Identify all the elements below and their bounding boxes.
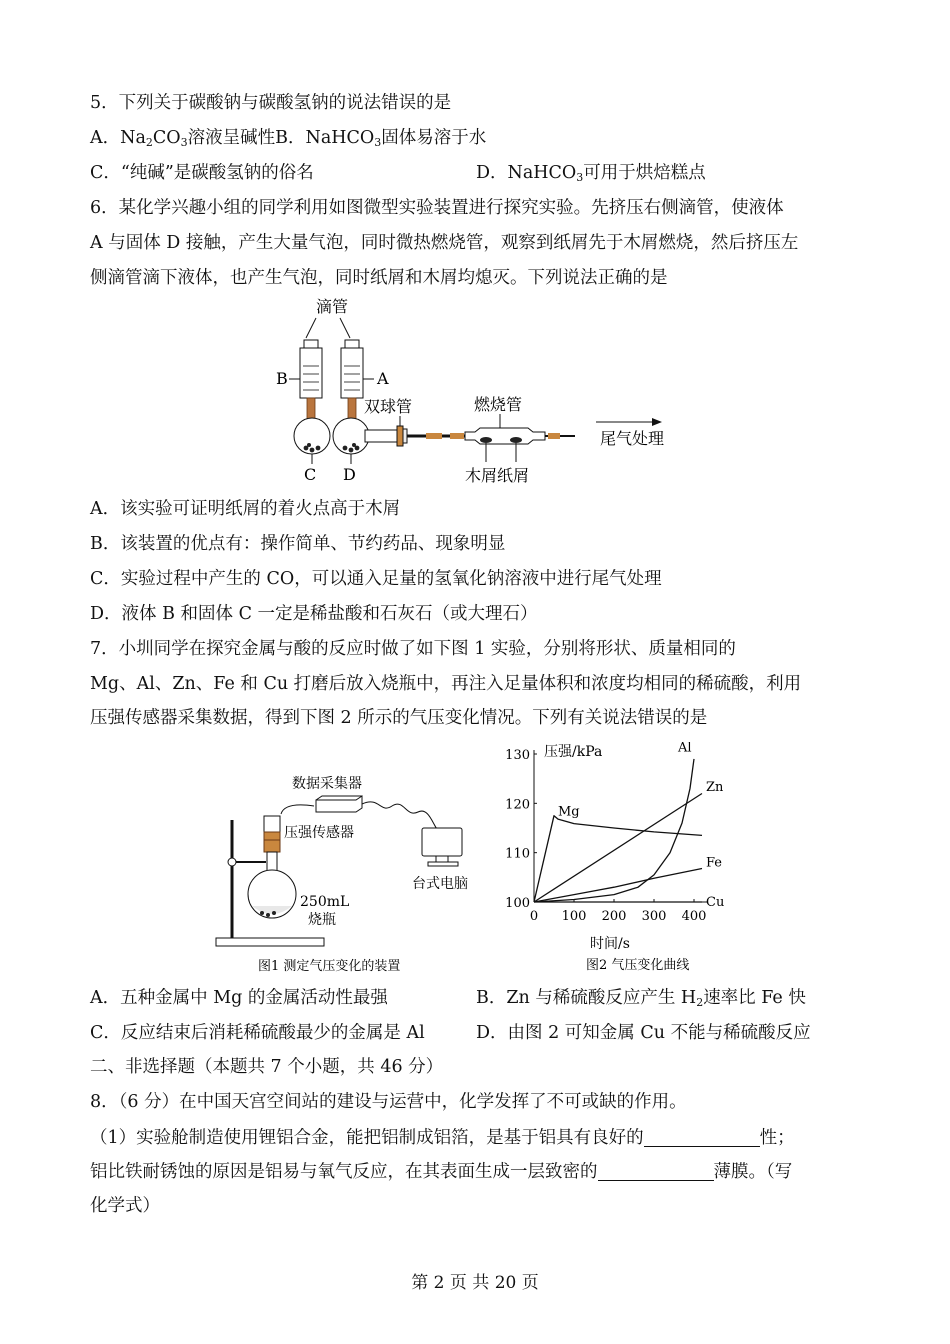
- flask-label: 烧瓶: [308, 912, 336, 928]
- chart-axes: [534, 750, 708, 902]
- x-tick-label: 200: [601, 909, 627, 924]
- q6-stem-2: A 与固体 D 接触，产生大量气泡，同时微热燃烧管，观察到纸屑先于木屑燃烧，然后挤压左: [90, 233, 799, 253]
- series-label-fe: Fe: [706, 855, 723, 871]
- y-tick-label: 130: [505, 748, 530, 763]
- wood-paper-label: 木屑纸屑: [465, 466, 530, 485]
- q6-option-d: D．液体 B 和固体 C 一定是稀盐酸和石灰石（或大理石）: [90, 604, 538, 624]
- answer-blank-1[interactable]: [644, 1128, 760, 1147]
- sensor-cable: [281, 805, 314, 814]
- double-bulb-label: 双球管: [364, 397, 413, 416]
- dropper-leader-right: [340, 318, 350, 338]
- collector-label: 数据采集器: [292, 776, 362, 792]
- computer-monitor: [422, 828, 462, 856]
- page-footer: 第 2 页 共 20 页: [411, 1273, 539, 1293]
- q8-part-1-line-2: [90, 1160, 792, 1184]
- q5-opt-d-text: D．NaHCO: [476, 163, 577, 183]
- q5-stem: 5．下列关于碳酸钠与碳酸氢钠的说法错误的是: [90, 93, 452, 113]
- q5-opt-b-end: 固体易溶于水: [381, 128, 487, 148]
- q5-opt-b-text: 溶液呈碱性B．NaHCO: [187, 128, 375, 148]
- subscript: 3: [180, 136, 188, 149]
- label-d: D: [343, 465, 356, 484]
- y-axis-label: 压强/kPa: [544, 744, 603, 760]
- q6-option-a: A．该实验可证明纸屑的着火点高于木屑: [90, 499, 401, 519]
- x-tick-label: 300: [641, 909, 667, 924]
- rubber-connector-1: [426, 433, 442, 439]
- series-label-zn: Zn: [706, 780, 724, 795]
- subscript: 3: [576, 171, 584, 184]
- data-collector-box: [316, 796, 362, 812]
- paper-scraps: [510, 437, 522, 443]
- combustion-tube: [465, 428, 545, 444]
- dropper-b-connector: [307, 398, 315, 420]
- subscript: 2: [696, 996, 704, 1009]
- q7-figure-1: [210, 760, 480, 980]
- q6-option-b: B．该装置的优点有：操作简单、节约药品、现象明显: [90, 534, 506, 554]
- fig1-caption: 图1 测定气压变化的装置: [258, 959, 401, 974]
- dropper-label: 滴管: [316, 297, 349, 316]
- label-a: A: [377, 369, 389, 388]
- exhaust-label: 尾气处理: [600, 429, 665, 448]
- q7-stem-2: Mg、Al、Zn、Fe 和 Cu 打磨后放入烧瓶中，再注入足量体积和浓度均相同的稀硫酸，利用: [90, 674, 802, 694]
- sensor-label: 压强传感器: [284, 825, 354, 841]
- series-label-cu: Cu: [706, 894, 725, 910]
- q5-opt-a-text: A．Na: [90, 128, 146, 148]
- clamp-knob: [228, 858, 236, 866]
- q7-stem-3: 压强传感器采集数据，得到下图 2 所示的气压变化情况。下列有关说法错误的是: [90, 708, 708, 728]
- dropper-b-top: [304, 340, 318, 348]
- rubber-stopper: [264, 832, 280, 852]
- q7-option-d: D．由图 2 可知金属 Cu 不能与稀硫酸反应: [476, 1023, 811, 1043]
- section-2-heading: 二、非选择题（本题共 7 个小题，共 46 分）: [90, 1057, 444, 1077]
- q5-options-ab: [90, 126, 486, 155]
- q8-p1-end: 性；: [759, 1128, 795, 1148]
- x-tick-label: 100: [561, 909, 587, 924]
- q6-stem-1: 6．某化学兴趣小组的同学利用如图微型实验装置进行探究实验。先挤压右侧滴管，使液体: [90, 198, 784, 218]
- fig2-caption: 图2 气压变化曲线: [586, 958, 690, 973]
- y-tick-label: 100: [505, 896, 530, 911]
- q7-opt-b-text: B．Zn 与稀硫酸反应产生 H: [476, 988, 697, 1008]
- series-label-mg: Mg: [558, 804, 580, 820]
- stopper-right: [403, 429, 407, 443]
- q8-p2-end: 薄膜。（写: [713, 1162, 793, 1182]
- q7-option-c: C．反应结束后消耗稀硫酸最少的金属是 Al: [90, 1023, 425, 1043]
- answer-blank-2[interactable]: [598, 1162, 714, 1181]
- combustion-tube-label: 燃烧管: [474, 395, 523, 414]
- label-b: B: [276, 369, 288, 388]
- q8-part-1: [90, 1126, 795, 1150]
- series-line-mg: [534, 816, 702, 902]
- y-tick-label: 110: [505, 846, 530, 862]
- chart-series: [534, 759, 702, 902]
- rubber-connector-2: [450, 433, 464, 439]
- series-label-al: Al: [678, 742, 692, 756]
- q8-p1-text: （1）实验舱制造使用锂铝合金，能把铝制成铝箔，是基于铝具有良好的: [90, 1128, 644, 1148]
- arrow-head-icon: [652, 418, 662, 426]
- q5-option-d: [476, 161, 706, 190]
- dropper-a-top: [345, 340, 359, 348]
- computer-neck: [436, 856, 448, 862]
- subscript: 2: [145, 136, 153, 149]
- computer-cable: [362, 802, 440, 832]
- x-tick-label: 0: [529, 909, 539, 924]
- q5-option-c: C．“纯碱”是碳酸氢钠的俗名: [90, 163, 314, 183]
- pressure-sensor: [264, 816, 280, 832]
- computer-label: 台式电脑: [412, 876, 468, 892]
- q7-option-b: [476, 986, 806, 1015]
- data-collector-top: [316, 796, 362, 800]
- q6-apparatus-figure: [260, 290, 700, 490]
- stopper-left: [397, 426, 403, 446]
- stand-base: [216, 938, 324, 946]
- q5-opt-a-text2: CO: [152, 128, 181, 148]
- q7-figure-2-chart: [490, 742, 750, 980]
- dropper-leader-left: [306, 318, 316, 338]
- double-bulb-neck: [365, 430, 399, 442]
- q7-opt-b-end: 速率比 Fe 快: [703, 988, 806, 1008]
- q7-option-a: A．五种金属中 Mg 的金属活动性最强: [90, 988, 388, 1008]
- q6-option-c: C．实验过程中产生的 CO，可以通入足量的氢氧化钠溶液中进行尾气处理: [90, 569, 662, 589]
- q7-stem-1: 7．小圳同学在探究金属与酸的反应时做了如下图 1 实验，分别将形状、质量相同的: [90, 639, 736, 659]
- subscript: 3: [374, 136, 382, 149]
- x-tick-label: 400: [681, 909, 707, 924]
- q8-part-1-line-3: 化学式）: [90, 1196, 160, 1216]
- q8-p2-text: 铝比铁耐锈蚀的原因是铝易与氧气反应，在其表面生成一层致密的: [90, 1162, 598, 1182]
- computer-base: [428, 862, 458, 866]
- q6-stem-3: 侧滴管滴下液体，也产生气泡，同时纸屑和木屑均熄灭。下列说法正确的是: [90, 268, 668, 288]
- label-c: C: [304, 465, 317, 484]
- series-line-al: [534, 759, 694, 902]
- y-tick-label: 120: [505, 797, 530, 813]
- x-axis-label: 时间/s: [590, 936, 630, 952]
- flask-volume-label: 250mL: [300, 894, 350, 910]
- rubber-connector-3: [548, 433, 560, 439]
- q8-stem: 8．（6 分）在中国天宫空间站的建设与运营中，化学发挥了不可或缺的作用。: [90, 1092, 687, 1112]
- q5-opt-d-end: 可用于烘焙糕点: [583, 163, 706, 183]
- wood-chips: [480, 437, 492, 443]
- dropper-a-connector: [348, 398, 356, 420]
